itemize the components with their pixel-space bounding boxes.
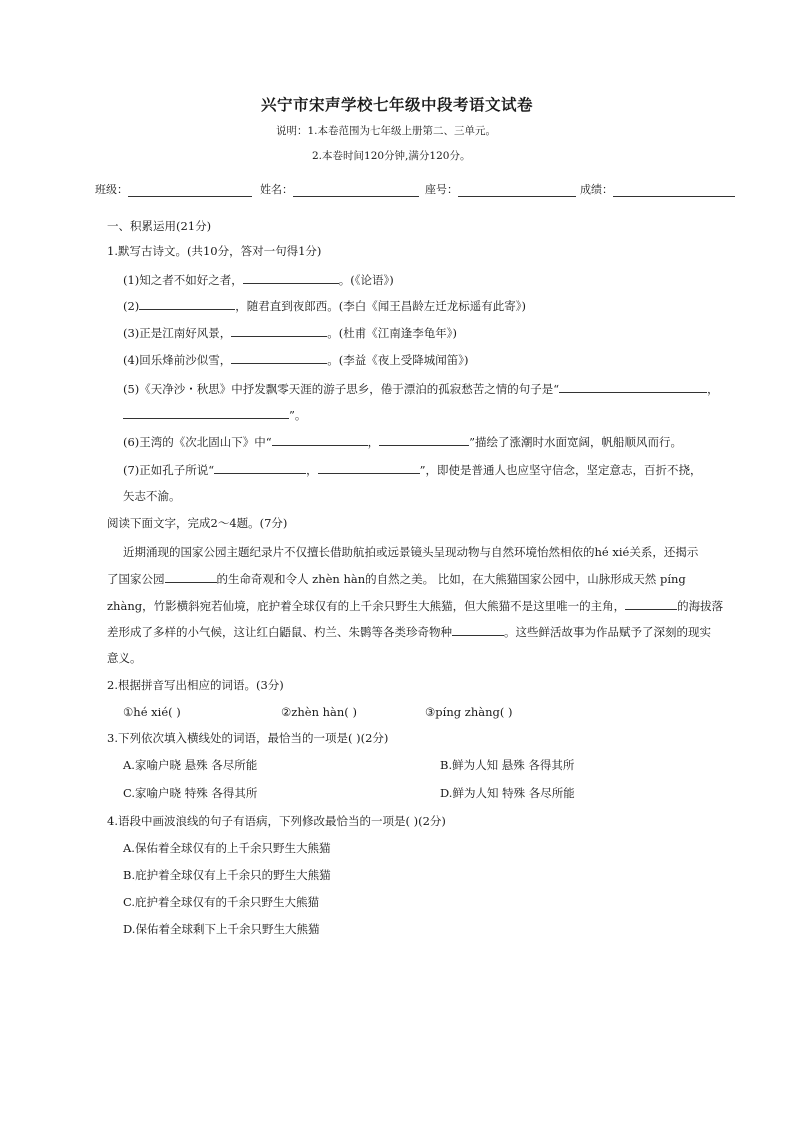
answer-blank[interactable] [231,325,327,337]
q1-item-2: (2) ，随君直到夜郎西。(李白《闻王昌龄左迁龙标遥有此寄》) [123,299,527,313]
answer-blank[interactable] [139,298,235,310]
q4-option-c[interactable]: C.庇护着全球仅有的千余只野生大熊猫 [123,895,320,909]
exam-title: 兴宁市宋声学校七年级中段考语文试卷 [260,95,533,114]
score-blank[interactable] [613,184,735,197]
q2-stem: 2.根据拼音写出相应的词语。(3分) [107,678,284,692]
q3-option-d[interactable]: D.鲜为人知 特殊 各尽所能 [440,786,575,800]
score-label: 成绩： [580,183,613,196]
passage-line-3: zhàng，竹影横斜宛若仙境，庇护着全球仅有的上千余只野生大熊猫，但大熊猫不是这里唯一的主角， 的海拔落 [107,599,724,613]
section1-heading: 一、积累运用(21分) [107,219,212,233]
reading-intro: 阅读下面文字，完成2～4题。(7分) [107,516,288,530]
passage-line-5: 意义。 [107,651,142,665]
answer-blank[interactable] [243,272,339,284]
answer-blank[interactable] [379,434,469,446]
q1-stem: 1.默写古诗文。(共10分，答对一句得1分) [107,244,322,258]
seat-blank[interactable] [458,184,576,197]
q4-option-b[interactable]: B.庇护着全球仅有上千余只的野生大熊猫 [123,868,331,882]
passage-line-1: 近期涌现的国家公园主题纪录片不仅擅长借助航拍或远景镜头呈现动物与自然环境怡然相依的hé xié关系，还揭示 [123,545,699,559]
q2-option-3[interactable]: ③píng zhàng( ) [425,705,513,719]
answer-blank[interactable] [214,462,306,474]
q1-item-5-line2: ”。 [123,407,306,423]
passage-line-2: 了国家公园 的生命奇观和令人 zhèn hàn的自然之美。 比如，在大熊猫国家公园中，山脉形成天然 píng [107,572,686,586]
q1-item-5-line1: (5)《天净沙・秋思》中抒发飘零天涯的游子思乡，倦于漂泊的孤寂愁苦之情的句子是“ ， [123,382,719,396]
q2-option-1[interactable]: ①hé xié( ) [123,705,181,719]
q4-stem: 4.语段中画波浪线的句子有语病，下列修改最恰当的一项是( )(2分) [107,814,446,828]
name-label: 姓名： [260,183,293,196]
answer-blank[interactable] [231,352,327,364]
name-blank[interactable] [293,184,419,197]
q1-item-7-line2: 矢志不渝。 [123,489,181,503]
q3-stem: 3.下列依次填入横线处的词语，最恰当的一项是( )(2分) [107,731,389,745]
q4-option-a[interactable]: A.保佑着全球仅有的上千余只野生大熊猫 [123,841,331,855]
passage-blank[interactable] [165,571,217,583]
q3-option-b[interactable]: B.鲜为人知 悬殊 各得其所 [440,758,575,772]
q1-item-7-line1: (7)正如孔子所说“ ， ”，即使是普通人也应坚守信念，坚定意志，百折不挠， [123,463,702,477]
class-label: 班级： [95,183,128,196]
passage-blank[interactable] [625,598,677,610]
score-field[interactable] [580,181,740,197]
q1-item-6: (6)王湾的《次北固山下》中“ ， ”描绘了涨潮时水面宽阔，帆船顺风而行。 [123,435,683,449]
q1-item-1: (1)知之者不如好之者， 。(《论语》) [123,273,394,287]
passage-blank[interactable] [452,624,504,636]
q2-option-2[interactable]: ②zhèn hàn( ) [281,705,357,719]
exam-note-time: 2.本卷时间120分钟,满分120分。 [312,150,471,162]
q3-option-c[interactable]: C.家喻户晓 特殊 各得其所 [123,786,258,800]
q1-item-3: (3)正是江南好风景， 。(杜甫《江南逢李龟年》) [123,326,458,340]
q3-option-a[interactable]: A.家喻户晓 悬殊 各尽所能 [123,758,258,772]
student-info-row [95,181,745,197]
class-field[interactable] [95,181,260,197]
class-blank[interactable] [128,184,252,197]
name-field[interactable] [260,181,425,197]
answer-blank[interactable] [272,434,368,446]
seat-field[interactable] [425,181,580,197]
answer-blank[interactable] [318,462,420,474]
seat-label: 座号： [425,183,458,196]
passage-line-4: 差形成了多样的小气候，这让红白鼯鼠、杓兰、朱鹮等各类珍奇物种 。这些鲜活故事为作品赋予了深刻的现实 [107,625,711,639]
q4-option-d[interactable]: D.保佑着全球剩下上千余只野生大熊猫 [123,922,320,936]
exam-note-scope: 说明：1.本卷范围为七年级上册第二、三单元。 [276,125,497,137]
answer-blank[interactable] [559,381,707,393]
answer-blank[interactable] [123,407,289,419]
q1-item-4: (4)回乐烽前沙似雪， 。(李益《夜上受降城闻笛》) [123,353,469,367]
